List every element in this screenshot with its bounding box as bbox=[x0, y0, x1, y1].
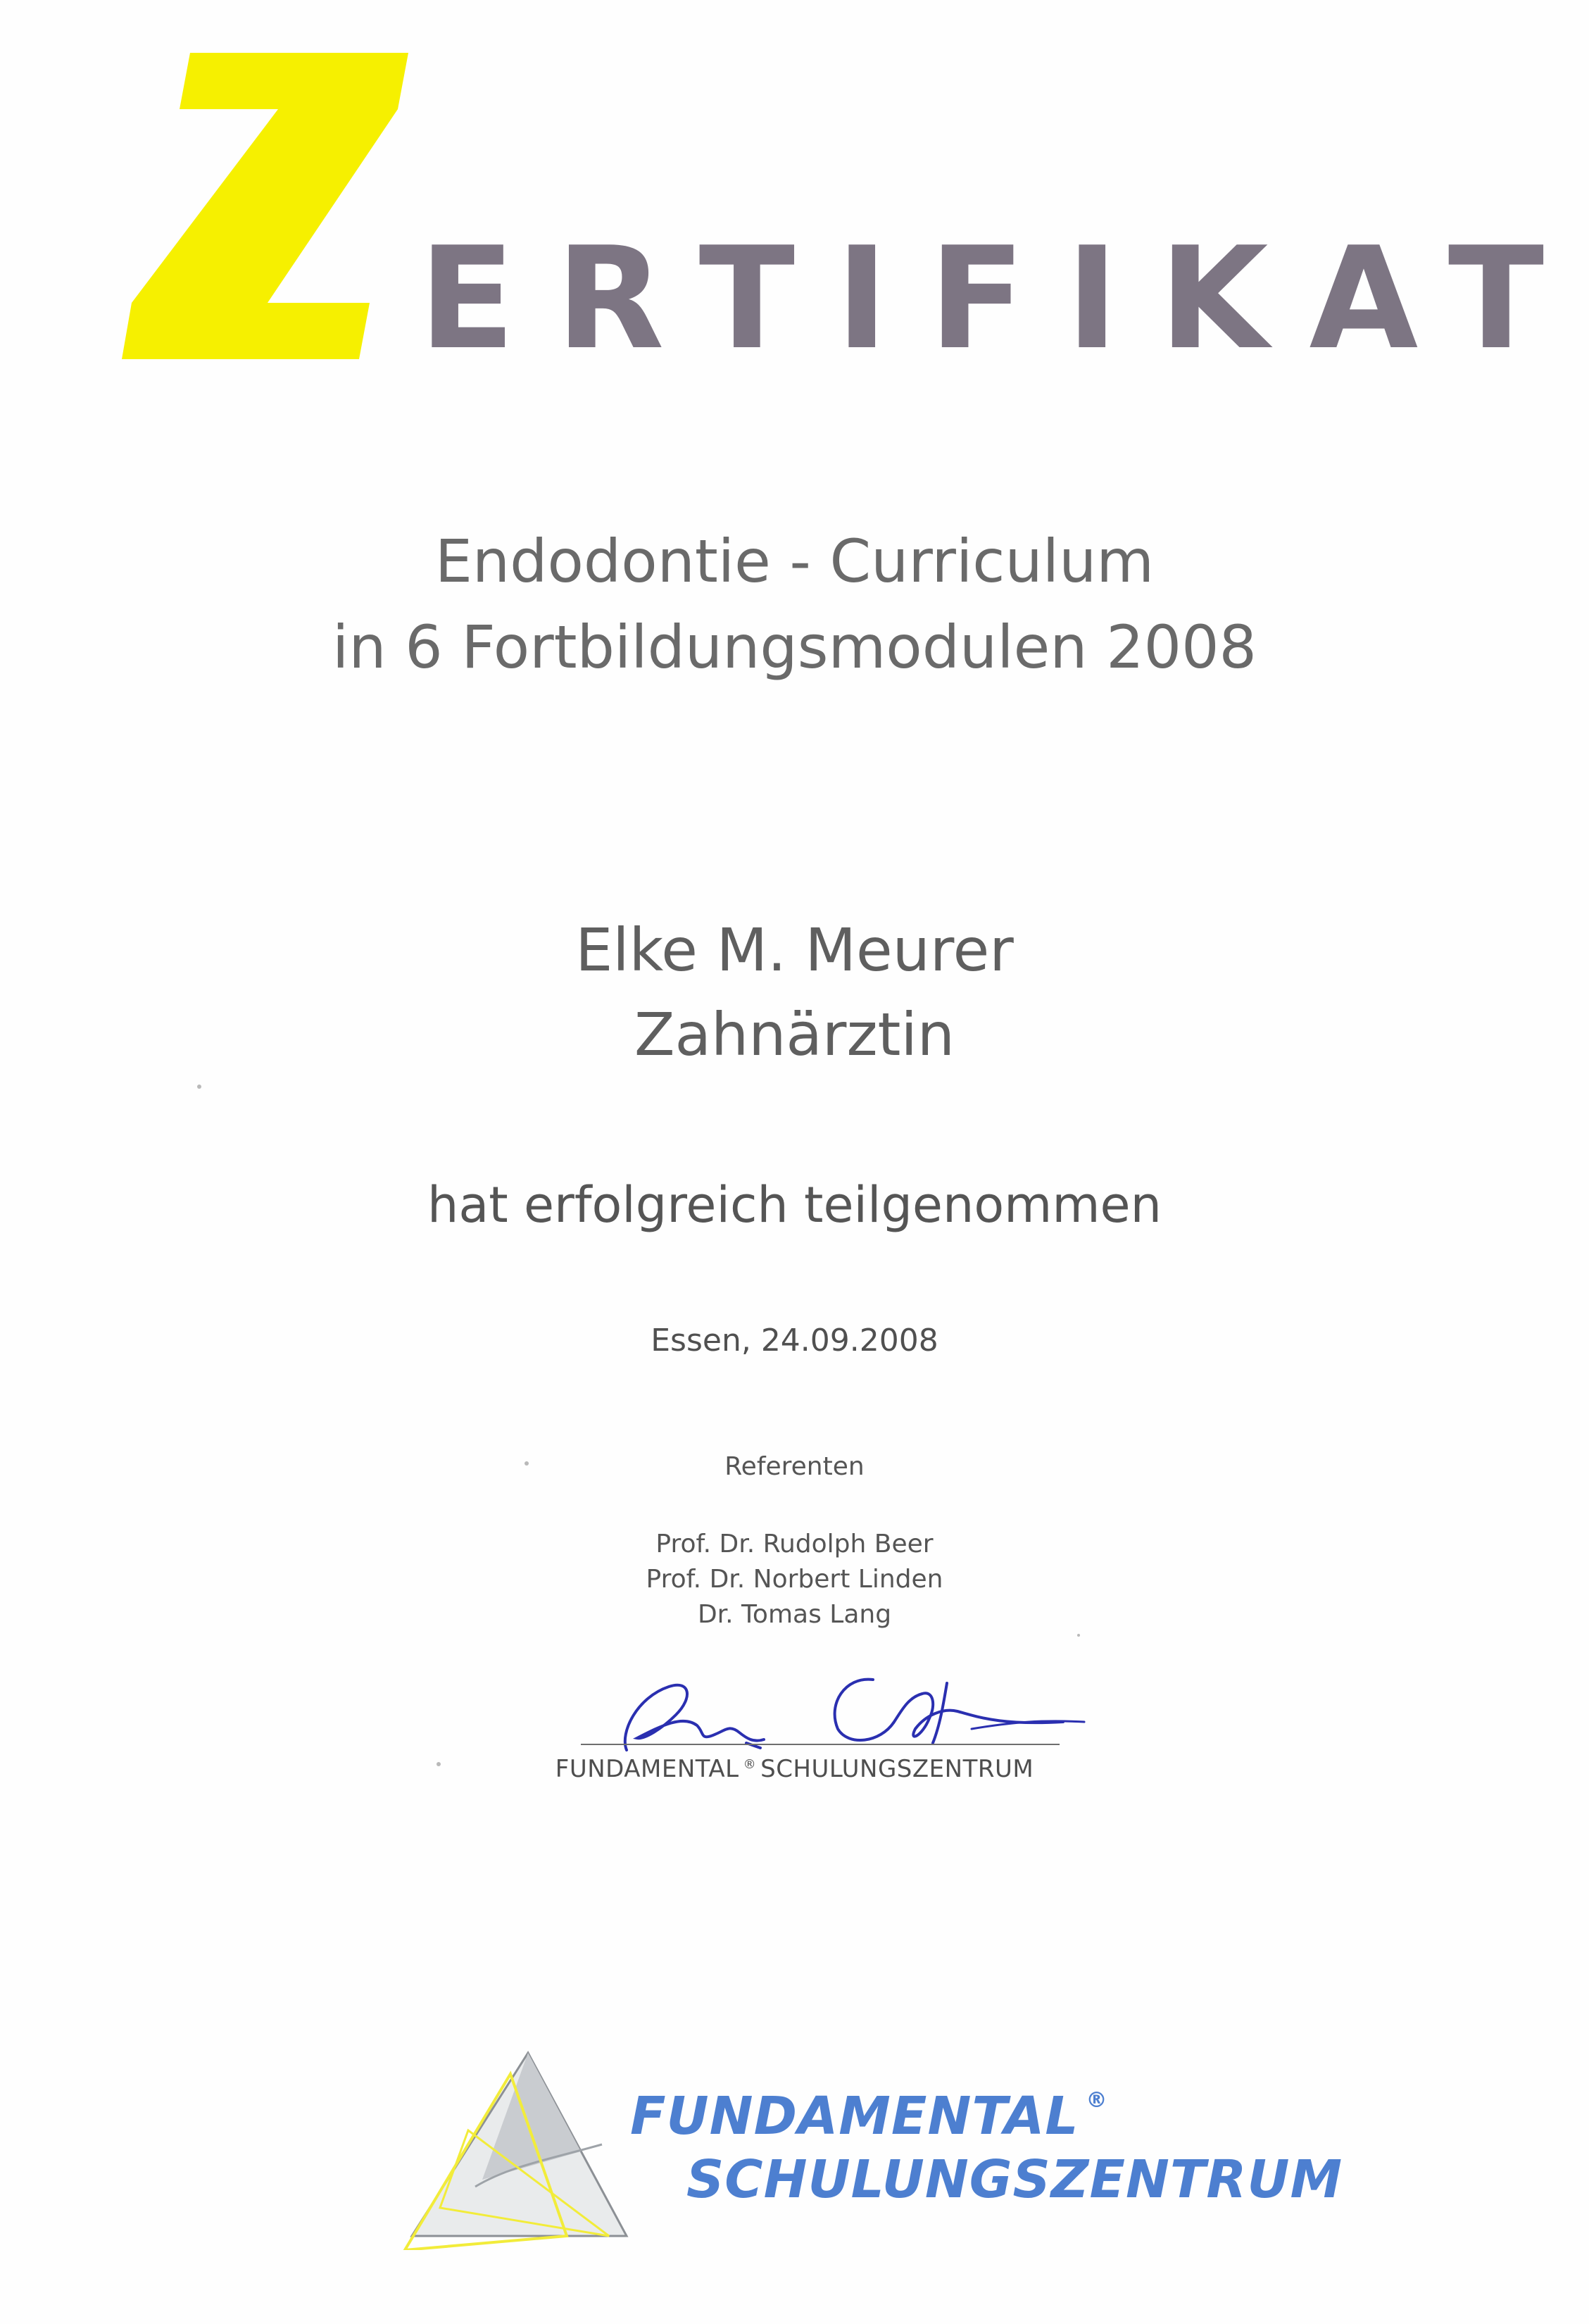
title-initial-z bbox=[116, 49, 412, 359]
signature-line bbox=[581, 1744, 1060, 1745]
referees-heading: Referenten bbox=[724, 1452, 865, 1481]
course-title-line1: Endodontie - Curriculum bbox=[434, 527, 1155, 596]
signature-caption bbox=[0, 1755, 1589, 1783]
logo-line1-text: FUNDAMENTAL bbox=[630, 2086, 1079, 2147]
referee-item: Prof. Dr. Norbert Linden bbox=[646, 1565, 943, 1594]
title-rest: ERTIFIKAT bbox=[419, 217, 1585, 381]
logo-line1 bbox=[630, 2086, 1343, 2147]
signature-caption-part1: FUNDAMENTAL bbox=[555, 1755, 739, 1783]
course-title-line2: in 6 Fortbildungsmodulen 2008 bbox=[332, 613, 1257, 682]
registered-mark: ® bbox=[743, 1756, 757, 1772]
place-date: Essen, 24.09.2008 bbox=[651, 1323, 938, 1358]
referee-item: Prof. Dr. Rudolph Beer bbox=[655, 1530, 934, 1558]
triangle-logo-icon bbox=[398, 2046, 630, 2250]
logo-line2: SCHULUNGSZENTRUM bbox=[686, 2149, 1343, 2210]
scan-speck bbox=[1077, 1634, 1080, 1637]
logo-registered-mark: ® bbox=[1086, 2088, 1108, 2113]
logo-wordmark bbox=[630, 2086, 1343, 2210]
scan-speck bbox=[525, 1461, 529, 1466]
recipient-profession: Zahnärztin bbox=[634, 1000, 955, 1069]
participation-statement: hat erfolgreich teilgenommen bbox=[427, 1176, 1162, 1234]
scan-speck bbox=[197, 1085, 201, 1089]
certificate-title bbox=[116, 49, 1585, 381]
scan-speck bbox=[436, 1762, 441, 1766]
referee-item: Dr. Tomas Lang bbox=[697, 1600, 892, 1629]
recipient-name: Elke M. Meurer bbox=[575, 916, 1014, 985]
signature-caption-part2: SCHULUNGSZENTRUM bbox=[760, 1755, 1034, 1783]
